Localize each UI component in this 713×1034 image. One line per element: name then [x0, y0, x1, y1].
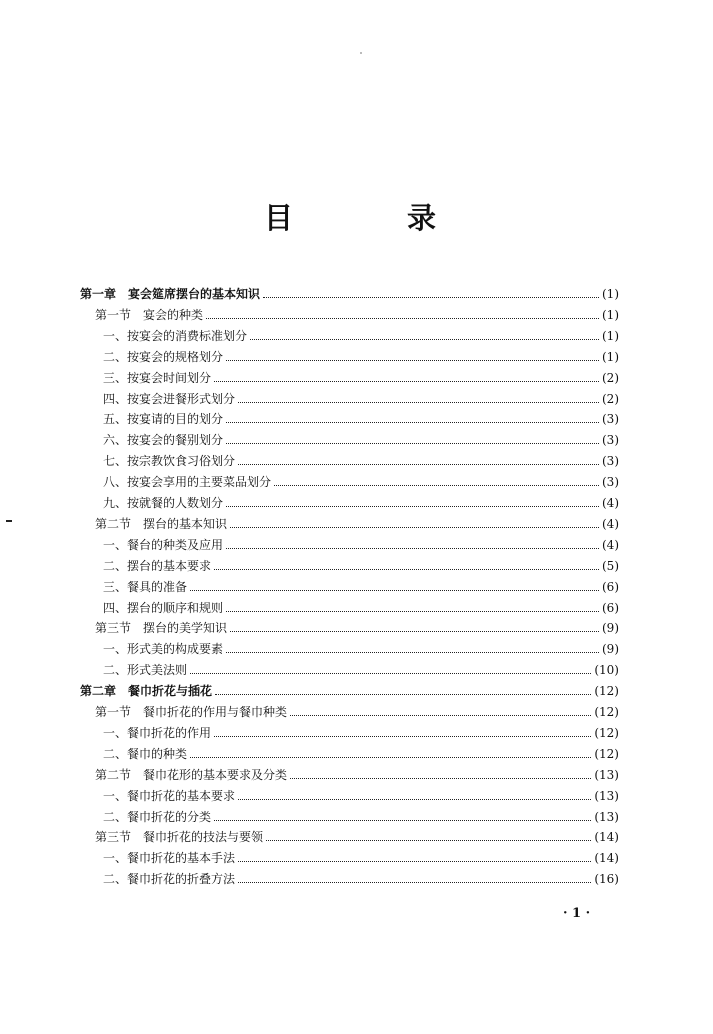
toc-page-ref: (3)	[602, 454, 619, 469]
toc-label: 第二节 餐巾花形的基本要求及分类	[95, 767, 288, 782]
dot-leader	[214, 380, 599, 382]
toc-page-ref: (4)	[602, 516, 619, 531]
toc-label: 一、按宴会的消费标准划分	[103, 328, 248, 343]
toc-item	[103, 744, 619, 764]
toc-page-ref: (14)	[594, 851, 619, 866]
toc-item	[103, 577, 619, 597]
toc-label: 八、按宴会享用的主要菜品划分	[103, 475, 272, 490]
toc-item	[103, 326, 619, 346]
toc-item	[103, 389, 619, 409]
toc-label: 三、按宴会时间划分	[103, 370, 212, 385]
toc-label: 二、餐巾折花的分类	[103, 809, 212, 824]
toc-label: 二、餐巾折花的折叠方法	[103, 872, 236, 887]
dot-leader	[214, 735, 591, 737]
toc-label: 五、按宴请的目的划分	[103, 412, 224, 427]
dot-leader	[238, 401, 599, 403]
dot-leader	[274, 484, 599, 486]
toc-section	[95, 827, 619, 847]
toc-section	[95, 702, 619, 722]
toc-label: 一、餐台的种类及应用	[103, 537, 224, 552]
dot-leader	[238, 798, 591, 800]
toc-label: 四、摆台的顺序和规则	[103, 600, 224, 615]
toc-label: 六、按宴会的餐别划分	[103, 433, 224, 448]
toc-item	[103, 869, 619, 889]
dot-leader	[263, 296, 599, 298]
dot-leader	[238, 860, 591, 862]
toc-item	[103, 472, 619, 492]
toc-chapter	[80, 284, 619, 304]
toc-page-ref: (1)	[602, 287, 619, 301]
toc-item	[103, 368, 619, 388]
dot-leader	[226, 442, 599, 444]
dot-leader	[230, 630, 599, 632]
toc-label: 一、餐巾折花的基本要求	[103, 788, 236, 803]
toc-label: 三、餐具的准备	[103, 579, 188, 594]
toc-section	[95, 514, 619, 534]
toc-page-ref: (14)	[594, 830, 619, 845]
dot-leader	[226, 505, 599, 507]
toc-label: 第二节 摆台的基本知识	[95, 516, 228, 531]
toc-page-ref: (13)	[594, 809, 619, 824]
toc-page-ref: (3)	[602, 433, 619, 448]
toc-page-ref: (2)	[602, 370, 619, 385]
dot-leader	[190, 589, 599, 591]
toc-item	[103, 493, 619, 513]
toc-item	[103, 347, 619, 367]
toc-item	[103, 409, 619, 429]
dot-leader	[230, 526, 599, 528]
toc-page-ref: (12)	[594, 705, 619, 719]
toc-label: 第三节 摆台的美学知识	[95, 621, 228, 636]
toc-page-ref: (4)	[602, 496, 619, 510]
margin-mark	[6, 520, 12, 522]
toc-page-ref: (6)	[602, 600, 619, 615]
toc-label: 第一章 宴会筵席摆台的基本知识	[80, 287, 261, 301]
scan-speck	[360, 52, 362, 54]
toc-item	[103, 723, 619, 743]
toc-page-ref: (10)	[594, 663, 619, 678]
dot-leader	[226, 610, 599, 612]
dot-leader	[238, 463, 599, 465]
dot-leader	[250, 338, 599, 340]
title-char-right: 录	[407, 201, 437, 235]
toc-page-ref: (13)	[594, 767, 619, 782]
toc-label: 二、摆台的基本要求	[103, 558, 212, 573]
toc-item	[103, 535, 619, 555]
toc-label: 四、按宴会进餐形式划分	[103, 391, 236, 406]
toc-label: 第一节 宴会的种类	[95, 307, 204, 322]
toc-item	[103, 598, 619, 618]
toc-title	[0, 196, 713, 236]
dot-leader	[190, 672, 591, 674]
toc-chapter	[80, 681, 619, 701]
toc-item	[103, 639, 619, 659]
toc-section	[95, 765, 619, 785]
toc-page-ref: (1)	[602, 328, 619, 343]
toc-page-ref: (1)	[602, 349, 619, 364]
toc-label: 一、餐巾折花的基本手法	[103, 851, 236, 866]
toc-page-ref: (1)	[602, 307, 619, 322]
dot-leader	[266, 839, 591, 841]
dot-leader	[226, 359, 599, 361]
toc-page-ref: (13)	[594, 788, 619, 803]
dot-leader	[238, 881, 591, 883]
toc-label: 九、按就餐的人数划分	[103, 496, 224, 510]
toc-label: 二、餐巾的种类	[103, 746, 188, 761]
toc-page-ref: (2)	[602, 391, 619, 406]
dot-leader	[290, 714, 591, 716]
toc-label: 第二章 餐巾折花与插花	[80, 684, 213, 699]
toc-label: 二、按宴会的规格划分	[103, 349, 224, 364]
toc-item	[103, 807, 619, 827]
toc-item	[103, 848, 619, 868]
title-char-left: 目	[264, 201, 294, 235]
dot-leader	[226, 547, 599, 549]
toc-item	[103, 786, 619, 806]
page-number: · 1 ·	[563, 906, 591, 921]
toc-item	[103, 451, 619, 471]
toc-page-ref: (12)	[594, 684, 619, 699]
toc-page-ref: (4)	[602, 537, 619, 552]
toc-page-ref: (6)	[602, 579, 619, 594]
dot-leader	[226, 651, 599, 653]
dot-leader	[290, 777, 591, 779]
toc-page-ref: (16)	[594, 872, 619, 887]
dot-leader	[214, 819, 591, 821]
toc-page-ref: (12)	[594, 746, 619, 761]
toc-item	[103, 660, 619, 680]
toc-section	[95, 618, 619, 638]
toc-label: 一、餐巾折花的作用	[103, 725, 212, 740]
toc-label: 二、形式美法则	[103, 663, 188, 678]
toc-page-ref: (12)	[594, 725, 619, 740]
toc-page-ref: (9)	[602, 621, 619, 636]
toc-label: 一、形式美的构成要素	[103, 642, 224, 657]
toc-page-ref: (9)	[602, 642, 619, 657]
toc-item	[103, 430, 619, 450]
toc-label: 第三节 餐巾折花的技法与要领	[95, 830, 264, 845]
dot-leader	[190, 756, 591, 758]
dot-leader	[206, 317, 599, 319]
toc-item	[103, 556, 619, 576]
toc-label: 第一节 餐巾折花的作用与餐巾种类	[95, 705, 288, 719]
dot-leader	[215, 693, 591, 695]
toc-label: 七、按宗教饮食习俗划分	[103, 454, 236, 469]
dot-leader	[226, 421, 599, 423]
dot-leader	[214, 568, 599, 570]
toc-page-ref: (3)	[602, 475, 619, 490]
toc-page-ref: (5)	[602, 558, 619, 573]
toc-section	[95, 305, 619, 325]
toc-page-ref: (3)	[602, 412, 619, 427]
